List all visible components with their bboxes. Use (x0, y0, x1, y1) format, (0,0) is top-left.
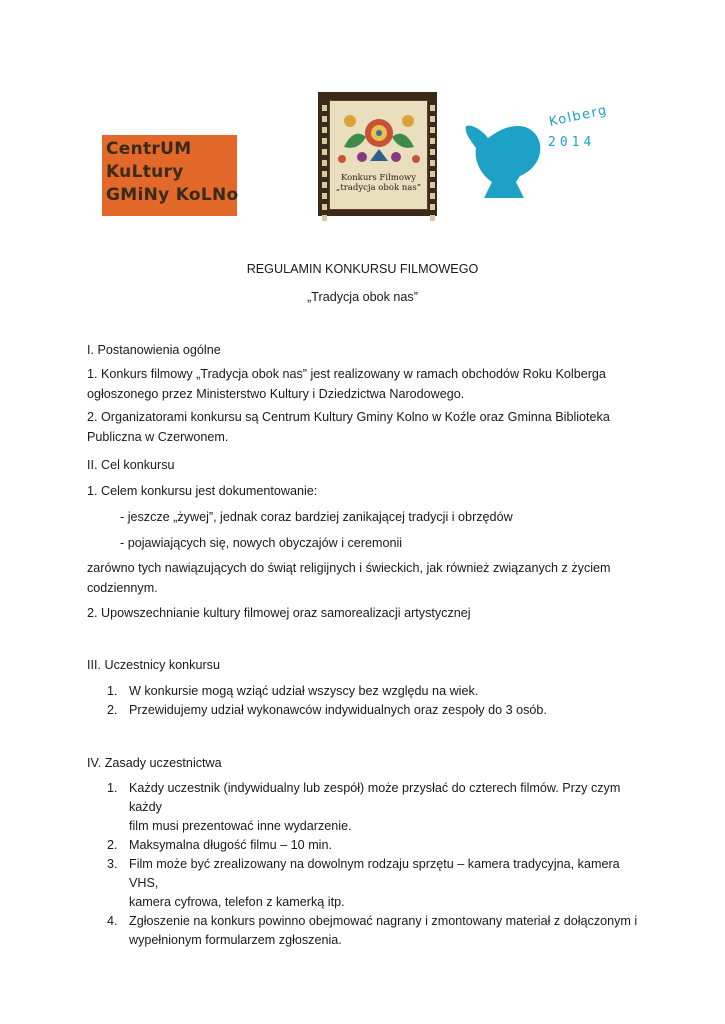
film-perforation (427, 101, 438, 209)
list-item (87, 701, 647, 720)
kolberg-year: 2014 (548, 135, 596, 150)
section-heading: III. Uczestnicy konkursu (87, 658, 220, 672)
section-heading: I. Postanowienia ogólne (87, 343, 221, 357)
kolberg-2014-logo (458, 96, 608, 206)
paragraph-line: zarówno tych nawiązujących do świąt religijnych i świeckich, jak również związanych z życiem (87, 561, 611, 575)
list-text: wypełnionym formularzem zgłoszenia. (129, 933, 342, 947)
paragraph (87, 407, 647, 447)
list-item (87, 855, 647, 912)
list-text: Film może być zrealizowany na dowolnym rodzaju sprzętu – kamera tradycyjna, kamera VHS, (129, 857, 620, 890)
film-logo-line: Konkurs Filmowy (340, 173, 417, 183)
section-heading: II. Cel konkursu (87, 458, 175, 472)
logo-text-line: CentrUM (106, 139, 192, 159)
paragraph-line: 1. Konkurs filmowy „Tradycja obok nas” jest realizowany w ramach obchodów Roku Kolberga (87, 367, 606, 381)
paragraph (87, 364, 647, 404)
bullet-item: - jeszcze „żywej”, jednak coraz bardziej zanikającej tradycji i obrzędów (120, 510, 513, 524)
paragraph-line: ogłoszonego przez Ministerstwo Kultury i Dziedzictwa Narodowego. (87, 387, 465, 401)
bird-icon (466, 126, 541, 198)
paragraph-line: 2. Organizatorami konkursu są Centrum Kultury Gminy Kolno w Koźle oraz Gminna Biblioteka (87, 410, 610, 424)
list-item (87, 682, 647, 701)
film-perforation (319, 101, 330, 209)
list-text: Każdy uczestnik (indywidualny lub zespół) może przysłać do czterech filmów. Przy czym każdy (129, 781, 621, 814)
paragraph: 2. Upowszechnianie kultury filmowej oraz samorealizacji artystycznej (87, 606, 471, 620)
document-subtitle: „Tradycja obok nas” (307, 290, 418, 304)
list-text: kamera cyfrowa, telefon z kamerką itp. (129, 895, 345, 909)
numbered-list (87, 682, 647, 720)
list-item (87, 912, 647, 950)
list-number: 3. (107, 857, 118, 871)
numbered-list (87, 779, 647, 950)
list-item (87, 836, 647, 855)
konkurs-filmowy-logo (318, 92, 437, 216)
centrum-kultury-logo (102, 135, 237, 216)
document-title: REGULAMIN KONKURSU FILMOWEGO (246, 262, 479, 276)
list-text: Przewidujemy udział wykonawców indywidualnych oraz zespoły do 3 osób. (129, 703, 547, 717)
list-number: 1. (107, 781, 118, 795)
list-number: 2. (107, 703, 118, 717)
list-number: 1. (107, 684, 118, 698)
folk-cutout-icon (334, 107, 424, 167)
list-text: W konkursie mogą wziąć udział wszyscy bez względu na wiek. (129, 684, 479, 698)
list-number: 2. (107, 838, 118, 852)
list-text: Zgłoszenie na konkurs powinno obejmować nagrany i zmontowany materiał z dołączonym i (129, 914, 638, 928)
logo-text-line: GMiNy KoLNo (106, 185, 239, 205)
film-logo-line: „tradycja obok nas” (335, 183, 422, 193)
list-item (87, 779, 647, 836)
list-text: Maksymalna długość filmu – 10 min. (129, 838, 332, 852)
paragraph (87, 558, 647, 598)
paragraph: 1. Celem konkursu jest dokumentowanie: (87, 484, 318, 498)
list-number: 4. (107, 914, 118, 928)
kolberg-word: Kolberg (547, 102, 608, 130)
section-heading: IV. Zasady uczestnictwa (87, 756, 222, 770)
paragraph-line: Publiczna w Czerwonem. (87, 430, 229, 444)
list-text: film musi prezentować inne wydarzenie. (129, 819, 352, 833)
paragraph-line: codziennym. (87, 581, 158, 595)
logo-text-line: KuLtury (106, 162, 184, 182)
bullet-item: - pojawiających się, nowych obyczajów i ceremonii (120, 536, 403, 550)
